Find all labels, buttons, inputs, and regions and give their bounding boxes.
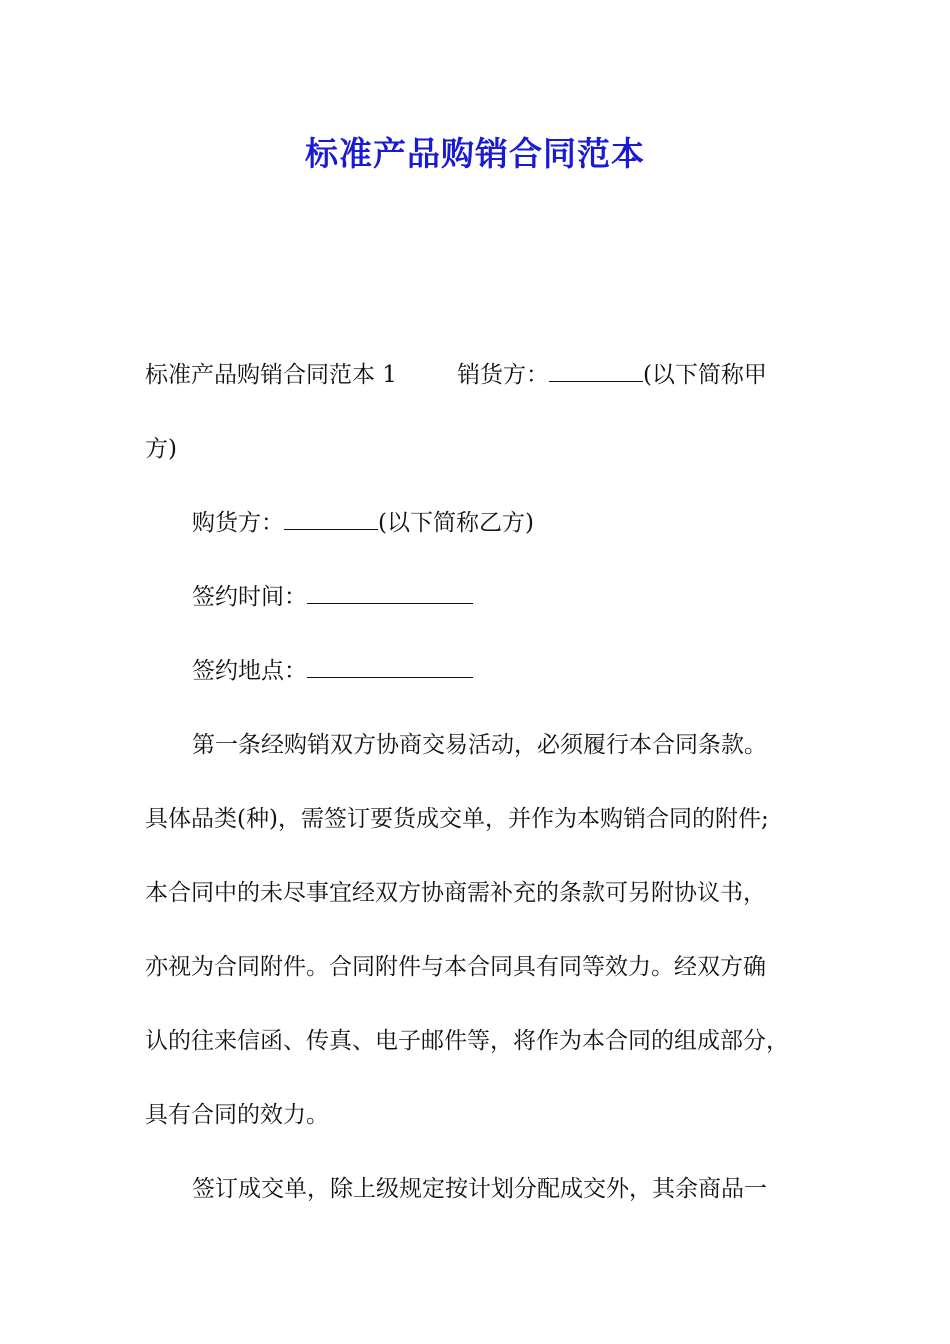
buyer-label: 购货方： xyxy=(192,510,284,536)
contract-body xyxy=(145,338,825,1226)
seller-suffix: (以下简称甲 xyxy=(642,362,767,388)
sign-place-label: 签约地点： xyxy=(192,658,307,684)
document-title: 标准产品购销合同范本 xyxy=(305,134,645,173)
sign-place-blank xyxy=(307,657,473,678)
sign-place-line xyxy=(145,634,825,708)
seller-suffix-wrap: 方) xyxy=(145,436,177,462)
seller-label: 销货方： xyxy=(456,362,549,388)
article1-line: 具有合同的效力。 xyxy=(145,1102,329,1128)
seller-line xyxy=(145,338,825,412)
article1-line: 认的往来信函、传真、电子邮件等，将作为本合同的组成部分， xyxy=(145,1028,789,1054)
sign-time-label: 签约时间： xyxy=(192,584,307,610)
buyer-line xyxy=(145,486,825,560)
sign-time-line xyxy=(145,560,825,634)
contract-heading: 标准产品购销合同范本 1 xyxy=(145,362,397,388)
seller-blank xyxy=(549,361,643,382)
seller-line-wrap xyxy=(145,412,825,486)
buyer-suffix: (以下简称乙方) xyxy=(378,510,534,536)
paragraph2-line: 签订成交单，除上级规定按计划分配成交外，其余商品一 xyxy=(192,1176,767,1202)
article1-line: 第一条经购销双方协商交易活动，必须履行本合同条款。 xyxy=(192,732,767,758)
sign-time-blank xyxy=(307,583,473,604)
buyer-blank xyxy=(284,509,378,530)
article1-line: 本合同中的未尽事宜经双方协商需补充的条款可另附协议书， xyxy=(145,880,766,906)
article1-line: 亦视为合同附件。合同附件与本合同具有同等效力。经双方确 xyxy=(145,954,766,980)
article1-line: 具体品类(种)，需签订要货成交单，并作为本购销合同的附件; xyxy=(145,806,769,832)
